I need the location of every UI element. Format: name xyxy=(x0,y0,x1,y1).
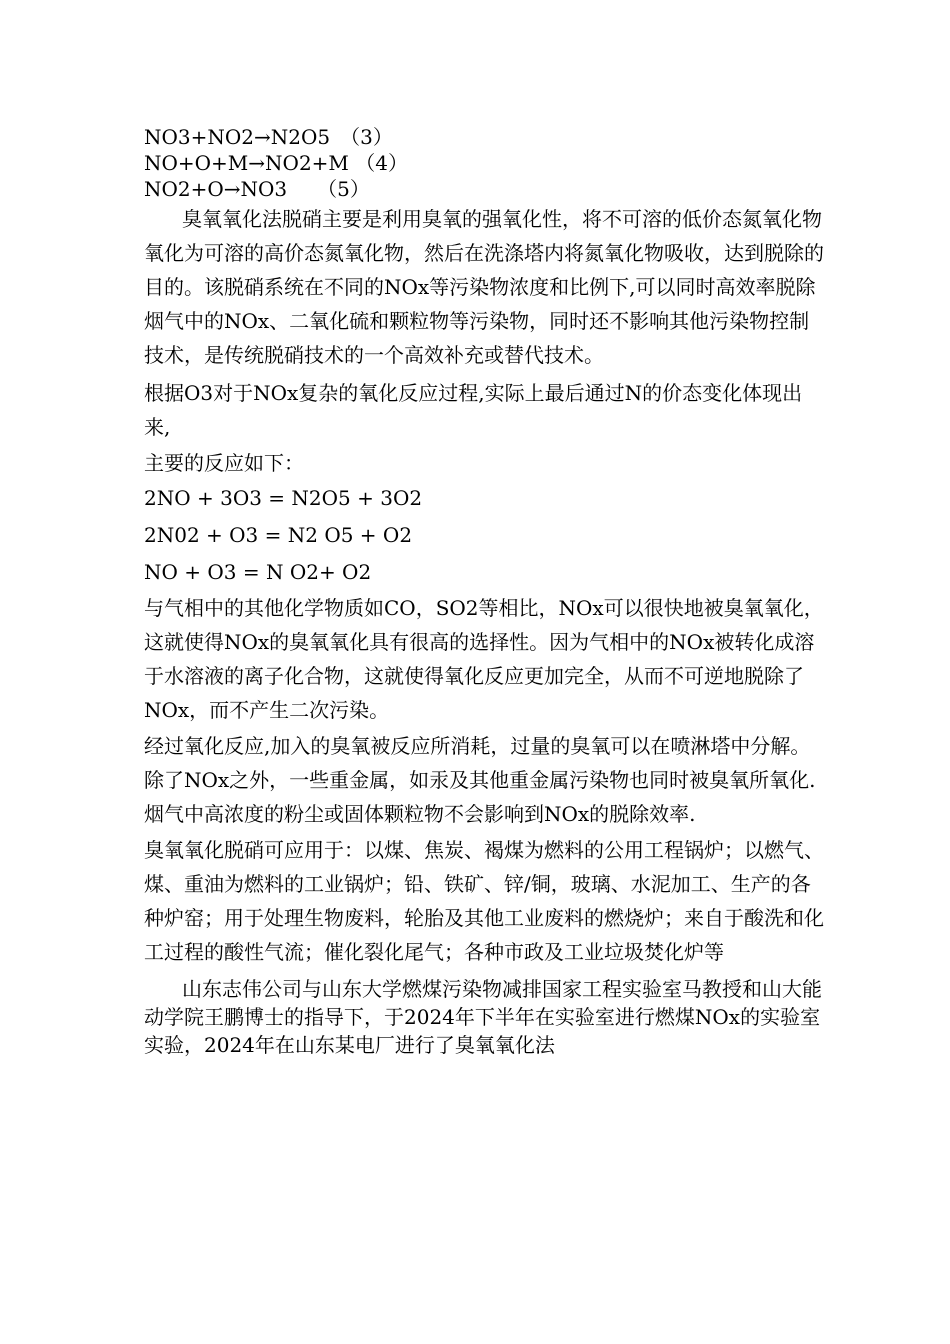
reaction-1: 2NO + 3O3 = N2O5 + 3O2 xyxy=(144,486,423,510)
equation-3: NO3+NO2→N2O5 （3） xyxy=(144,125,393,149)
reaction-3: NO + O3 = N O2+ O2 xyxy=(144,560,372,584)
intro-paragraph: 臭氧氧化法脱硝主要是利用臭氧的强氧化性，将不可溶的低价态氮氧化物氧化为可溶的高价态氮氧化物，然后在洗涤塔内将氮氧化物吸收，达到脱除的目的。该脱硝系统在不同的NOx等污染物浓度和比例下,可以同时高效率脱除烟气中的NOx、二氧化硫和颗粒物等污染物，同时还不影响其他污染物控制技术，是传统脱硝技术的一个高效补充或替代技术。 xyxy=(144,207,824,367)
equation-4: NO+O+M→NO2+M （4） xyxy=(144,151,408,175)
main-reactions-label: 主要的反应如下： xyxy=(144,451,304,475)
equation-5: NO2+O→NO3 （5） xyxy=(144,177,370,201)
applications-paragraph: 臭氧氧化脱硝可应用于：以煤、焦炭、褐煤为燃料的公用工程锅炉；以燃气、煤、重油为燃料的工业锅炉；铅、铁矿、锌/铜，玻璃、水泥加工、生产的各种炉窑；用于处理生物废料，轮胎及其他工业废料的燃烧炉；来自于酸洗和化工过程的酸性气流；催化裂化尾气；各种市政及工业垃圾焚化炉等 xyxy=(144,838,824,964)
basis-paragraph: 根据O3对于NOx复杂的氧化反应过程,实际上最后通过N的价态变化体现出来, xyxy=(144,381,803,439)
decomposition-paragraph: 经过氧化反应,加入的臭氧被反应所消耗，过量的臭氧可以在喷淋塔中分解。除了NOx之外，一些重金属，如汞及其他重金属污染物也同时被臭氧所氧化.烟气中高浓度的粉尘或固体颗粒物不会影响到NOx的脱除效率. xyxy=(144,734,816,826)
selectivity-paragraph: 与气相中的其他化学物质如CO，SO2等相比，NOx可以很快地被臭氧氧化，这就使得NOx的臭氧氧化具有很高的选择性。因为气相中的NOx被转化成溶于水溶液的离子化合物，这就使得氧化反应更加完全，从而不可逆地脱除了NOx，而不产生二次污染。 xyxy=(144,596,824,722)
company-paragraph: 山东志伟公司与山东大学燃煤污染物减排国家工程实验室马教授和山大能动学院王鹏博士的指导下，于2024年下半年在实验室进行燃煤NOx的实验室实验，2024年在山东某电厂进行了臭氧氧化法 xyxy=(144,977,822,1057)
document-page xyxy=(144,124,824,1059)
reaction-2: 2N02 + O3 = N2 O5 + O2 xyxy=(144,523,413,547)
